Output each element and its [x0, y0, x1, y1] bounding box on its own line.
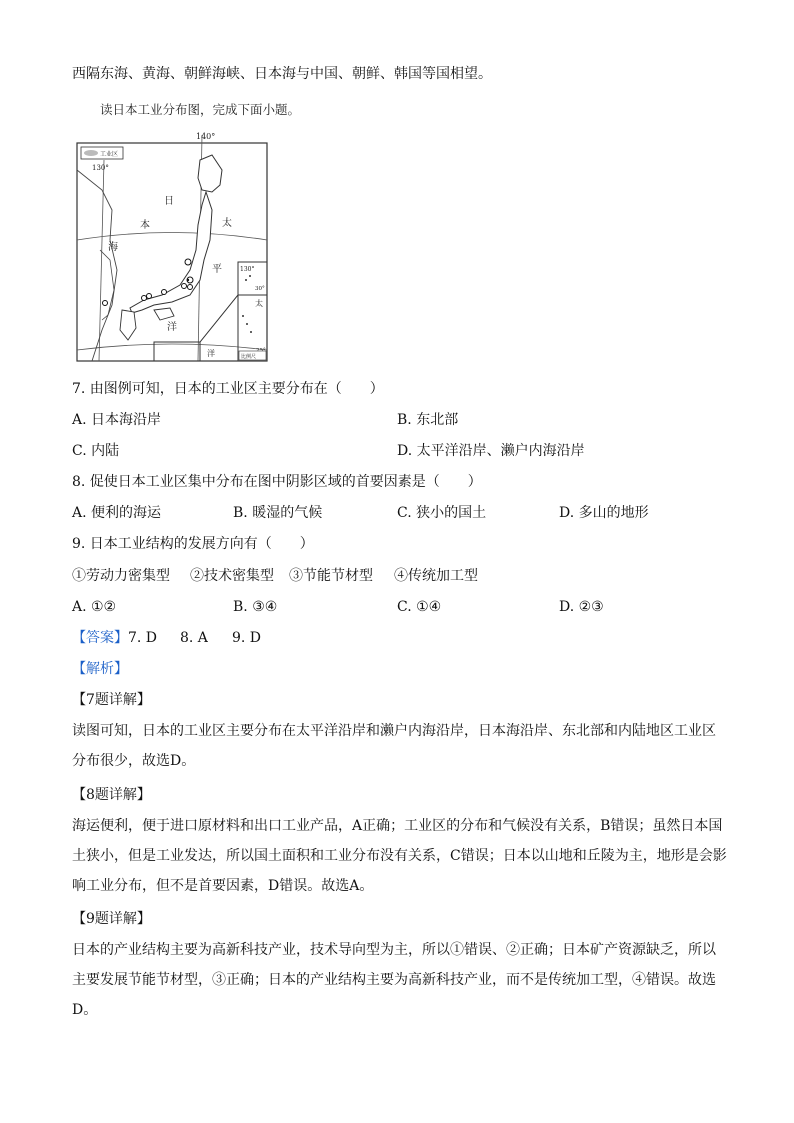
q8-option-c: C. 狭小的国土 — [397, 505, 487, 521]
analysis-label: 【解析】 — [72, 661, 128, 677]
detail-7-heading: 【7题详解】 — [72, 692, 151, 708]
q9-choice-1: ①劳动力密集型 — [72, 568, 170, 584]
q9-option-b: B. ③④ — [233, 599, 278, 615]
ocean-label-yang: 洋 — [167, 322, 177, 333]
q7-option-b: B. 东北部 — [397, 412, 459, 428]
lat-30-label: 30° — [255, 286, 265, 292]
answer-9: 9. D — [232, 630, 262, 646]
detail-8-text: 海运便利，便于进口原材料和出口工业产品，A正确；工业区的分布和气候没有关系，B错误；虽然日本国土狭小，但是工业发达，所以国土面积和工业分布没有关系，C错误；日本以山地和丘陵为主，地形是会影响工业分布，但不是首要因素，D错误。故选A。 — [72, 818, 727, 894]
q8-option-a: A. 便利的海运 — [72, 505, 162, 521]
detail-7-text: 读图可知，日本的工业区主要分布在太平洋沿岸和濑户内海沿岸，日本海沿岸、东北部和内陆地区工业区分布很少，故选D。 — [72, 723, 716, 769]
detail-9-heading: 【9题详解】 — [72, 911, 151, 927]
q8-option-b: B. 暖湿的气候 — [233, 505, 323, 521]
answer-label: 【答案】 — [72, 630, 128, 646]
q9-choice-4: ④传统加工型 — [394, 568, 478, 584]
sea-label-ri: 日 — [164, 196, 174, 207]
lon-130-label: 130° — [92, 164, 109, 172]
question-9-stem: 9. 日本工业结构的发展方向有（ ） — [72, 536, 314, 552]
scale-label: 比例尺 — [241, 354, 257, 360]
q9-choice-3: ③节能节材型 — [289, 568, 373, 584]
sea-label-hai: 海 — [108, 242, 118, 253]
question-8-stem: 8. 促使日本工业区集中分布在图中阴影区域的首要因素是（ ） — [72, 474, 482, 490]
map-caption: 读日本工业分布图，完成下面小题。 — [100, 102, 301, 117]
q9-option-d: D. ②③ — [559, 599, 604, 615]
legend-label: 工业区 — [100, 151, 119, 158]
answer-7: 7. D — [128, 630, 158, 646]
japan-industry-map — [72, 130, 270, 365]
q7-option-c: C. 内陆 — [72, 443, 120, 459]
q8-option-d: D. 多山的地形 — [559, 505, 649, 521]
detail-8-heading: 【8题详解】 — [72, 787, 151, 803]
q7-option-d: D. 太平洋沿岸、濑户内海沿岸 — [397, 443, 585, 459]
q7-option-a: A. 日本海沿岸 — [72, 412, 162, 428]
intro-line: 西隔东海、黄海、朝鲜海峡、日本海与中国、朝鲜、韩国等国相望。 — [72, 66, 492, 82]
inset-label-yang: 洋 — [207, 349, 215, 358]
sea-label-ben: 本 — [140, 220, 150, 231]
ocean-label-tai: 太 — [222, 218, 232, 229]
q9-option-c: C. ①④ — [397, 599, 442, 615]
ocean-label-ping: 平 — [212, 264, 222, 275]
detail-9-text: 日本的产业结构主要为高新科技产业，技术导向型为主，所以①错误、②正确；日本矿产资源缺乏，所以主要发展节能节材型，③正确；日本的产业结构主要为高新科技产业，而不是传统加工型，④错误。故选D。 — [72, 942, 716, 1018]
q9-option-a: A. ①② — [72, 599, 117, 615]
question-7-stem: 7. 由图例可知，日本的工业区主要分布在（ ） — [72, 381, 384, 397]
answer-8: 8. A — [180, 630, 208, 646]
q9-choice-2: ②技术密集型 — [190, 568, 274, 584]
inset-label-tai: 太 — [255, 299, 263, 308]
inset-130-label: 130° — [240, 266, 255, 273]
lon-140-label: 140° — [196, 132, 216, 141]
